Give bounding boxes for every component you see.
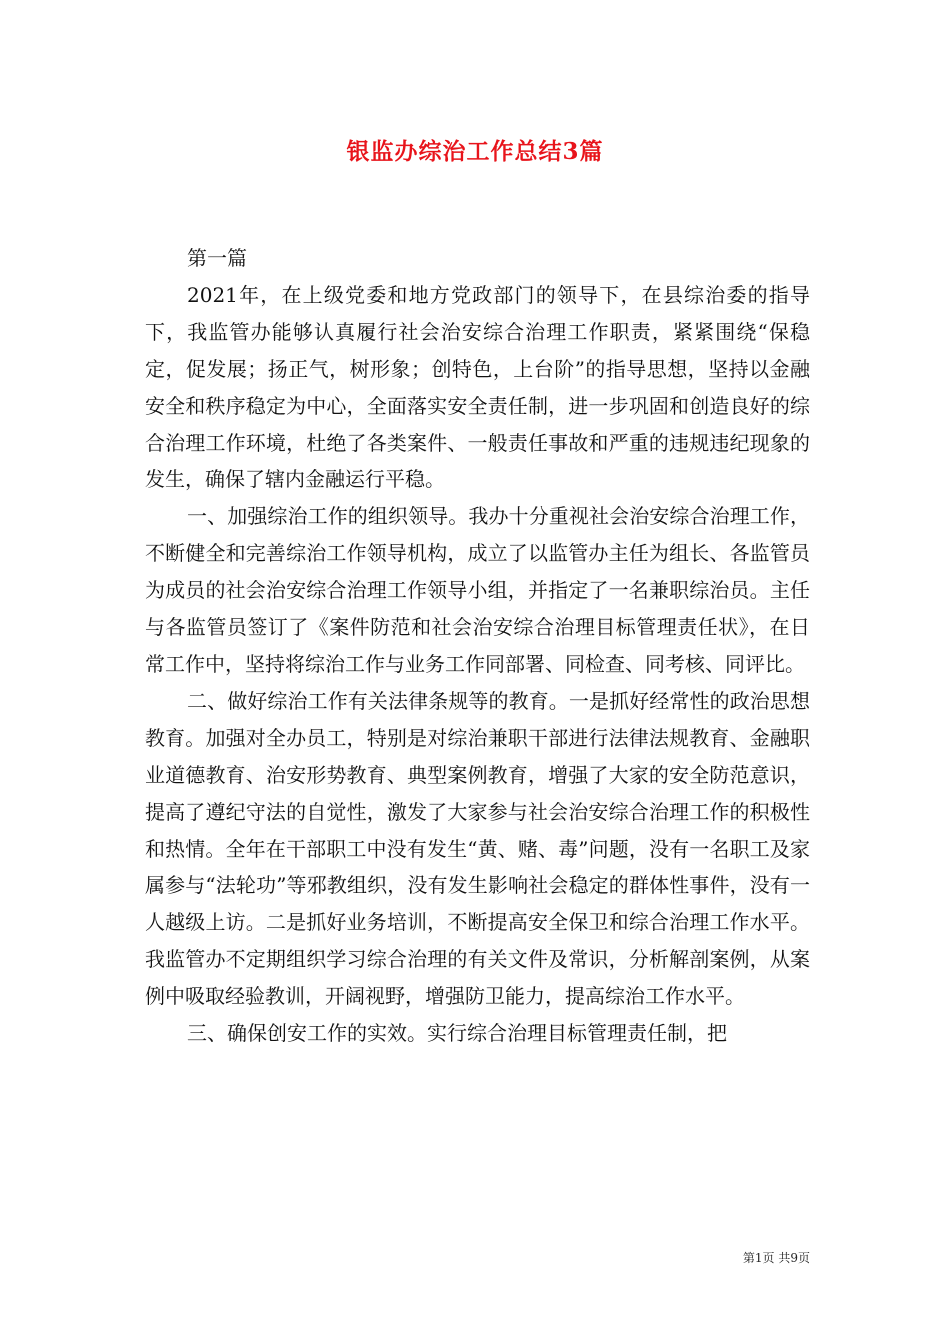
paragraph-3: 三、确保创安工作的实效。实行综合治理目标管理责任制，把 [187, 1021, 727, 1046]
paragraph-intro: 2021年，在上级党委和地方党政部门的领导下，在县综治委的指导下，我监管办能够认真履行社会治安综合治理工作职责，紧紧围绕“保稳定，促发展；扬正气，树形象；创特色，上台阶”的指导思想，坚持以金融安全和秩序稳定为中心，全面落实安全责任制，进一步巩固和创造良好的综合治理工作环境，杜绝了各类案件、一般责任事故和严重的违规违纪现象的发生，确保了辖内金融运行平稳。 [145, 282, 810, 492]
document-body [145, 240, 810, 1052]
page-number-footer: 第1页 共9页 [742, 1251, 810, 1265]
paragraph-1: 一、加强综治工作的组织领导。我办十分重视社会治安综合治理工作，不断健全和完善综治工作领导机构，成立了以监管办主任为组长、各监管员为成员的社会治安综合治理工作领导小组，并指定了一名兼职综治员。主任与各监管员签订了《案件防范和社会治安综合治理目标管理责任状》，在日常工作中，坚持将综治工作与业务工作同部署、同检查、同考核、同评比。 [145, 504, 810, 676]
section-label: 第一篇 [187, 246, 247, 270]
paragraph-2: 二、做好综治工作有关法律条规等的教育。一是抓好经常性的政治思想教育。加强对全办员工，特别是对综治兼职干部进行法律法规教育、金融职业道德教育、治安形势教育、典型案例教育，增强了大家的安全防范意识，提高了遵纪守法的自觉性，激发了大家参与社会治安综合治理工作的积极性和热情。全年在干部职工中没有发生“黄、赌、毒”问题，没有一名职工及家属参与“法轮功”等邪教组织，没有发生影响社会稳定的群体性事件，没有一人越级上访。二是抓好业务培训，不断提高安全保卫和综合治理工作水平。我监管办不定期组织学习综合治理的有关文件及常识，分析解剖案例，从案例中吸取经验教训，开阔视野，增强防卫能力，提高综治工作水平。 [145, 688, 810, 1009]
document-title: 银监办综治工作总结3篇 [346, 138, 604, 165]
